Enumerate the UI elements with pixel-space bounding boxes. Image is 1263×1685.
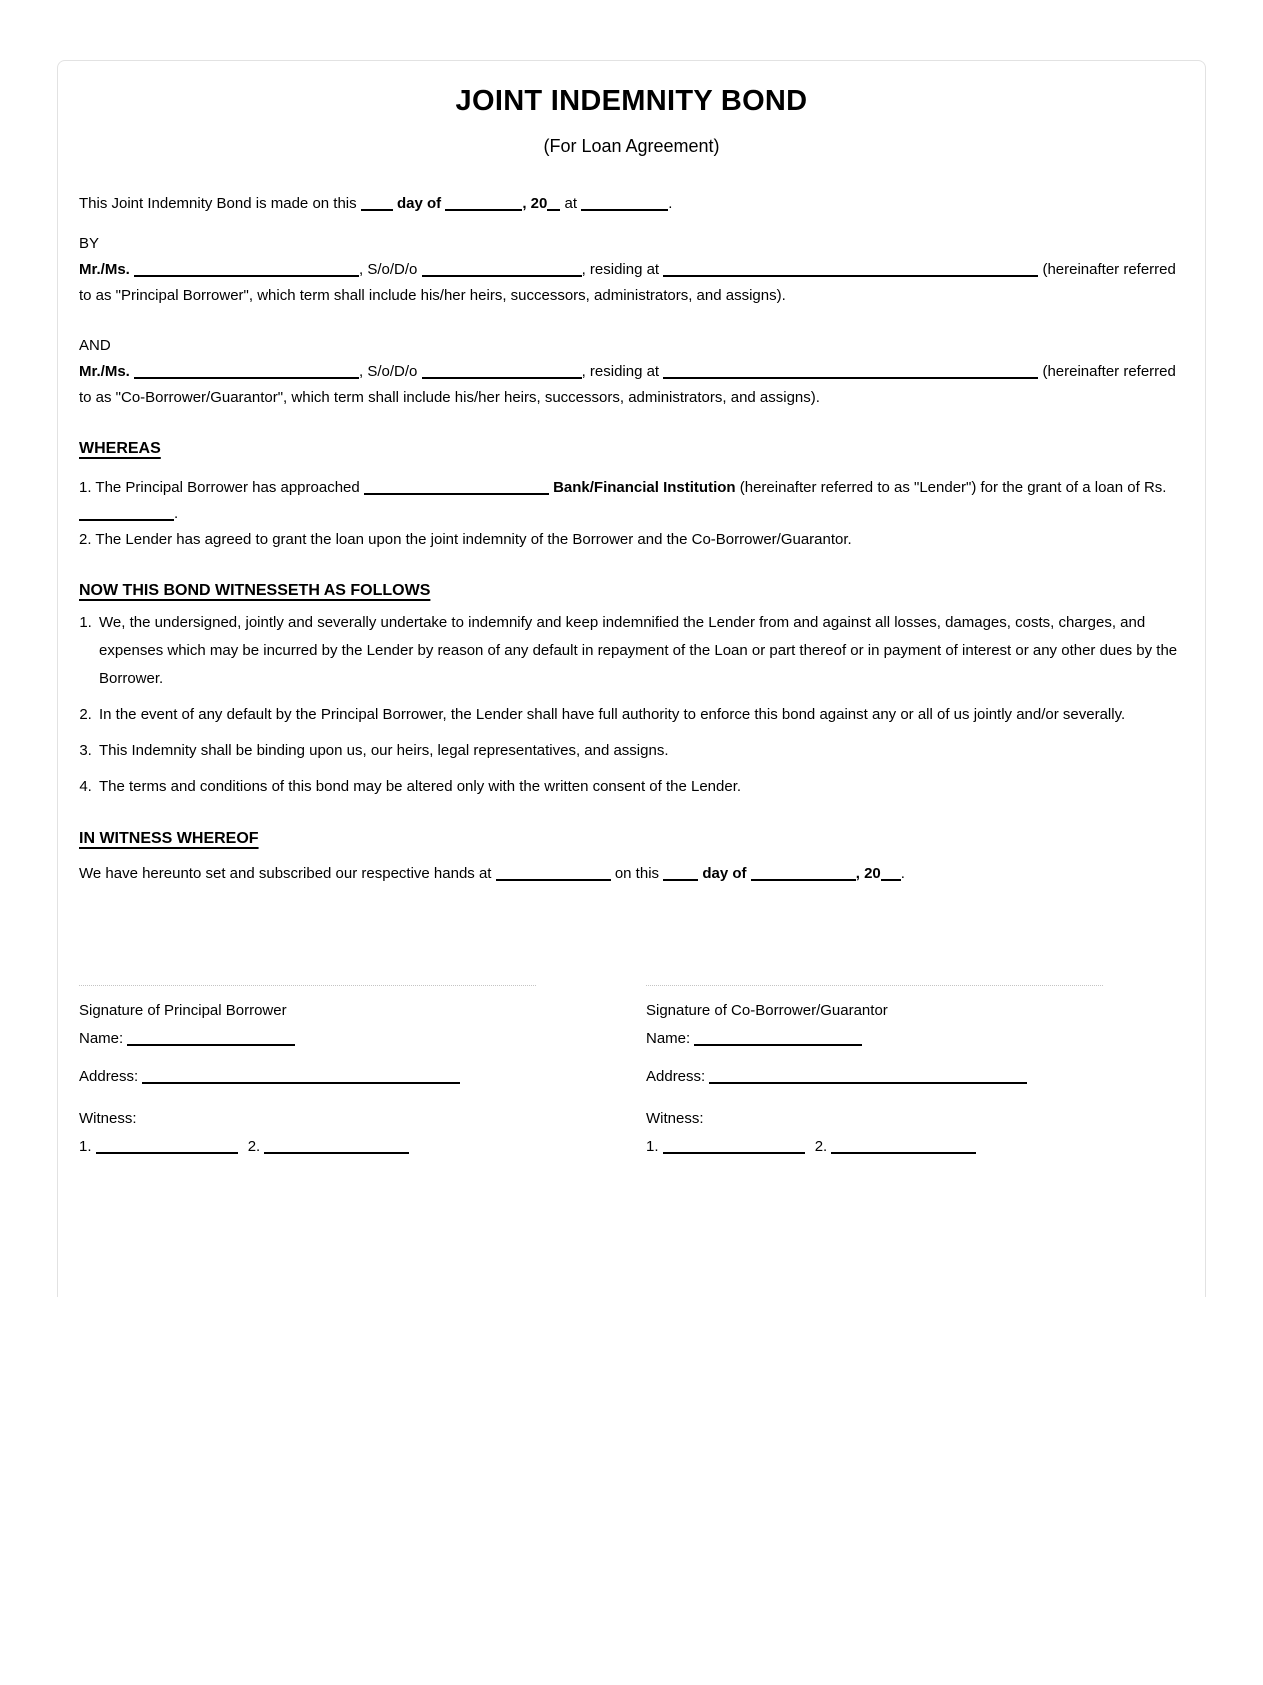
name-label: Name: [646, 1030, 691, 1047]
party-and-label: AND [79, 337, 111, 354]
witnesseth-clause-1: 1. We, the undersigned, jointly and severally undertake to indemnify and keep indemnified the Lender from and against all losses, damages, costs, charges, and expenses which may be incurred by the Lender by reason of any default in repayment of the Loan or part thereof or in payment of interest or any other dues by the Borrower. [96, 609, 1184, 693]
co-borrower-signature-block [646, 985, 1103, 1158]
intro-text: This Joint Indemnity Bond is made on this [79, 195, 357, 212]
blank-signature-name [127, 1033, 295, 1046]
principal-residing-at: , residing at [581, 261, 660, 278]
blank-day [361, 198, 393, 211]
witnesseth-clause-3: 3. This Indemnity shall be binding upon us, our heirs, legal representatives, and assigns. [96, 737, 1184, 765]
signature-section [79, 985, 1184, 1158]
co-borrower-hereinafter: (hereinafter referred to as "Co-Borrower/Guarantor", which term shall include his/her heirs, successors, administrators, and assigns). [79, 363, 1176, 406]
co-borrower-residing-at: , residing at [581, 363, 660, 380]
blank-bank-name [364, 482, 549, 495]
whereas-clause-1-period: . [174, 505, 179, 522]
witnesseth-clause-list [79, 609, 1184, 801]
witness-number-1: 1. [646, 1138, 659, 1155]
blank-execution-place [496, 868, 611, 881]
witness-label: Witness: [79, 1110, 137, 1127]
section-heading-in-witness-whereof: IN WITNESS WHEREOF [79, 830, 259, 847]
blank-month [445, 198, 522, 211]
document-subtitle: (For Loan Agreement) [543, 136, 720, 156]
blank-principal-address [663, 264, 1038, 277]
blank-witness-2 [831, 1141, 976, 1154]
principal-name-row [79, 1028, 536, 1050]
blank-co-borrower-address [663, 366, 1038, 379]
co-borrower-clause [79, 359, 1184, 411]
section-heading-witnesseth: NOW THIS BOND WITNESSETH AS FOLLOWS [79, 582, 431, 599]
witness-number-1: 1. [79, 1138, 92, 1155]
intro-period: . [668, 195, 673, 212]
document-page [57, 60, 1206, 1297]
execution-day-of: day of [702, 865, 747, 882]
witnesseth-clause-4: 4. The terms and conditions of this bond may be altered only with the written consent of the Lender. [96, 773, 1184, 801]
execution-year-prefix: , 20 [855, 865, 881, 882]
address-label: Address: [79, 1068, 139, 1085]
co-borrower-signature-title: Signature of Co-Borrower/Guarantor [646, 1002, 888, 1019]
blank-place [581, 198, 668, 211]
name-label: Name: [79, 1030, 124, 1047]
section-heading-whereas: WHEREAS [79, 440, 161, 457]
party-by-label: BY [79, 235, 100, 252]
whereas-clause-1-text: 1. The Principal Borrower has approached [79, 479, 360, 496]
co-borrower-mr-ms: Mr./Ms. [79, 363, 130, 380]
co-borrower-witness-row [646, 1136, 1103, 1158]
blank-principal-name [134, 264, 359, 277]
principal-sodo: , S/o/D/o [359, 261, 418, 278]
witness-number-2: 2. [247, 1138, 261, 1155]
intro-year-prefix: , 20 [522, 195, 548, 212]
whereas-clause-2: 2. The Lender has agreed to grant the loan upon the joint indemnity of the Borrower and the Co-Borrower/Guarantor. [79, 531, 852, 548]
blank-witness-1 [96, 1141, 238, 1154]
document-body [79, 191, 1184, 1158]
bank-financial-institution: Bank/Financial Institution [553, 479, 736, 496]
blank-signature-name [694, 1033, 862, 1046]
principal-signature-block [79, 985, 536, 1158]
co-borrower-name-row [646, 1028, 1103, 1050]
blank-execution-month [751, 868, 856, 881]
principal-signature-title: Signature of Principal Borrower [79, 1002, 287, 1019]
intro-at: at [564, 195, 578, 212]
principal-witness-row [79, 1136, 536, 1158]
blank-signature-address [142, 1071, 460, 1084]
witness-label: Witness: [646, 1110, 704, 1127]
principal-address-row [79, 1066, 536, 1088]
blank-signature-address [709, 1071, 1027, 1084]
intro-paragraph [79, 191, 1184, 217]
co-borrower-address-row [646, 1066, 1103, 1088]
blank-co-borrower-parent [422, 366, 582, 379]
intro-day-of: day of [396, 195, 442, 212]
blank-witness-1 [663, 1141, 805, 1154]
execution-on-this: on this [614, 865, 660, 882]
whereas-clause-1-mid: (hereinafter referred to as "Lender") for the grant of a loan of Rs. [739, 479, 1167, 496]
address-label: Address: [646, 1068, 706, 1085]
blank-execution-year [881, 868, 901, 881]
blank-loan-amount [79, 508, 174, 521]
principal-mr-ms: Mr./Ms. [79, 261, 130, 278]
principal-hereinafter: (hereinafter referred to as "Principal Borrower", which term shall include his/her heirs, successors, administrators, and assigns). [79, 261, 1176, 304]
blank-execution-day [663, 868, 698, 881]
execution-period: . [900, 865, 905, 882]
principal-borrower-clause [79, 257, 1184, 309]
co-borrower-sodo: , S/o/D/o [359, 363, 418, 380]
witnesseth-clause-2: 2. In the event of any default by the Principal Borrower, the Lender shall have full authority to enforce this bond against any or all of us jointly and/or severally. [96, 701, 1184, 729]
blank-year [547, 198, 560, 211]
execution-paragraph [79, 861, 1184, 887]
document-title: JOINT INDEMNITY BOND [455, 85, 808, 117]
execution-text: We have hereunto set and subscribed our respective hands at [79, 865, 492, 882]
blank-principal-parent [422, 264, 582, 277]
blank-co-borrower-name [134, 366, 359, 379]
blank-witness-2 [264, 1141, 409, 1154]
whereas-clause-1 [79, 475, 1184, 527]
witness-number-2: 2. [814, 1138, 828, 1155]
